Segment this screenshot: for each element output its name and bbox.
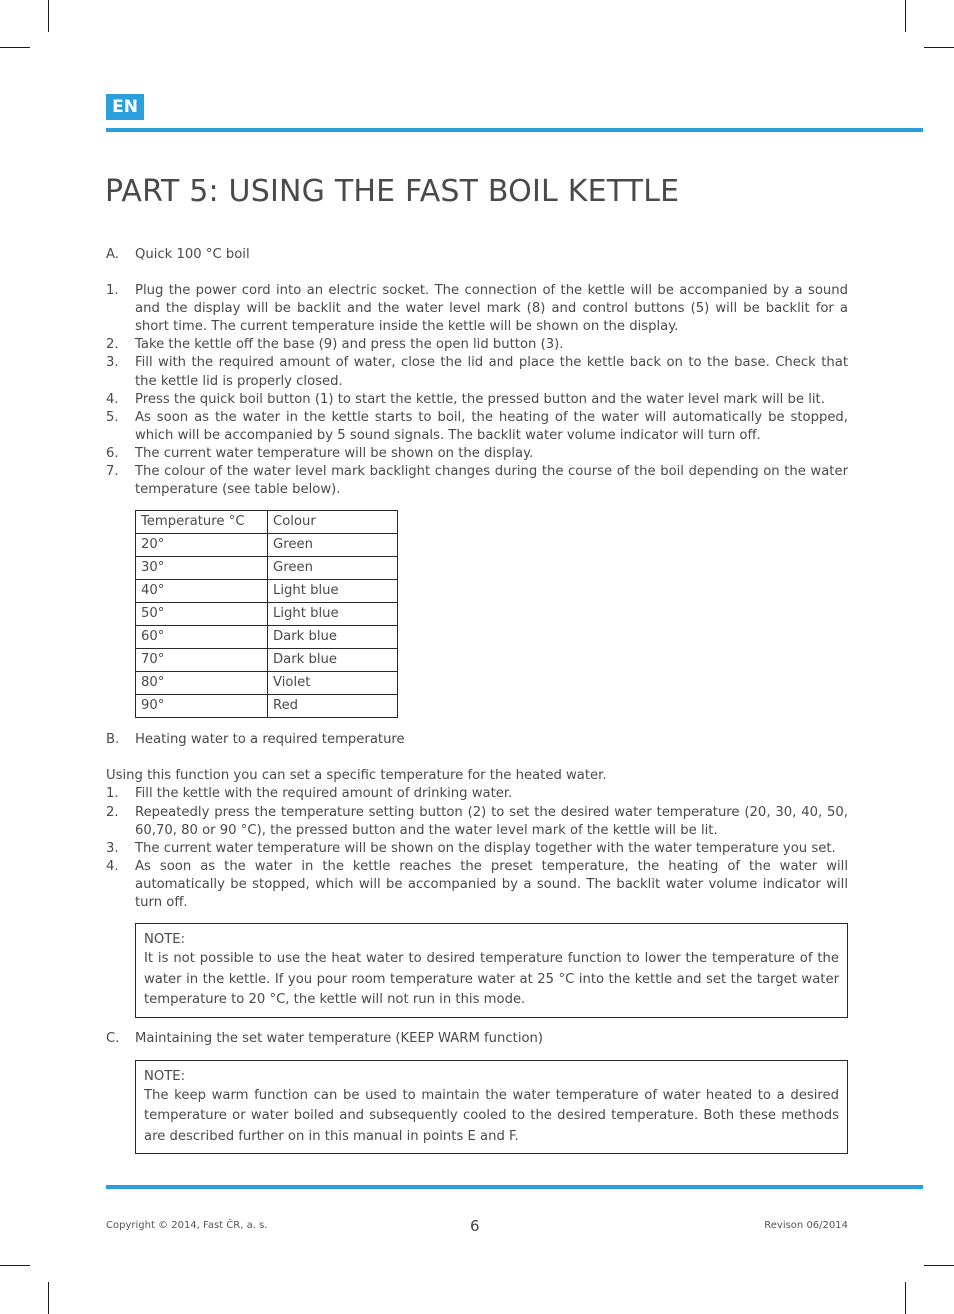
section-marker: A. — [106, 247, 119, 262]
table-cell: Green — [268, 557, 398, 580]
note-text: It is not possible to use the heat water to desired temperature function to lower the temperature of the water in the kettle. If you pour room temperature water at 25 °C into the kettle and set the target water temperature to 20 °C, the kettle will not run in this mode. — [144, 951, 839, 1008]
section-marker: B. — [106, 732, 120, 748]
list-item — [106, 391, 848, 409]
table-row — [136, 603, 398, 626]
list-item — [106, 463, 848, 499]
crop-mark — [0, 1265, 30, 1266]
table-row — [136, 534, 398, 557]
table-cell: 50° — [136, 603, 268, 626]
crop-mark — [924, 47, 954, 48]
table-cell: 20° — [136, 534, 268, 557]
list-item — [106, 282, 848, 336]
table-cell: Dark blue — [268, 649, 398, 672]
list-item — [106, 858, 848, 912]
section-c-heading — [106, 1030, 848, 1048]
table-header-cell: Temperature °C — [136, 511, 268, 534]
page-title: PART 5: USING THE FAST BOIL KETTLE — [105, 174, 680, 209]
section-heading: Heating water to a required temperature — [135, 732, 405, 748]
table-cell: 90° — [136, 695, 268, 718]
list-item — [106, 785, 848, 803]
revision-text: Revison 06/2014 — [764, 1220, 848, 1231]
table-row — [136, 626, 398, 649]
temperature-colour-table — [135, 510, 398, 718]
table-cell: 30° — [136, 557, 268, 580]
item-text: Repeatedly press the temperature setting button (2) to set the desired water temperature (20, 30, 40, 50, 60,70, 80 or 90 °C), the pressed button and the water level mark of the kettle will be lit. — [135, 804, 848, 838]
item-number: 1. — [106, 786, 119, 802]
note-label: NOTE: — [144, 1068, 186, 1084]
table-row — [136, 695, 398, 718]
item-number: 7. — [106, 464, 119, 480]
table-cell: Violet — [268, 672, 398, 695]
item-number: 4. — [106, 391, 119, 407]
list-item — [106, 840, 848, 858]
section-marker: C. — [106, 1030, 120, 1046]
note-label: NOTE: — [144, 932, 186, 948]
footer-rule — [106, 1185, 923, 1189]
list-item — [106, 445, 848, 463]
crop-mark — [924, 1265, 954, 1266]
item-text: The current water temperature will be shown on the display. — [135, 445, 534, 461]
crop-mark — [905, 0, 906, 32]
section-heading: Quick 100 °C boil — [135, 247, 250, 262]
language-badge: EN — [106, 94, 144, 120]
table-cell: Dark blue — [268, 626, 398, 649]
note-text: The keep warm function can be used to maintain the water temperature of water heated to a desired temperature or water boiled and subsequently cooled to the desired temperature. Both these methods are described further on in this manual in points E and F. — [144, 1087, 839, 1144]
note-box — [135, 1060, 848, 1155]
main-content — [106, 246, 848, 1154]
table-cell: 40° — [136, 580, 268, 603]
list-item — [106, 409, 848, 445]
table-cell: Light blue — [268, 580, 398, 603]
table-row — [136, 580, 398, 603]
item-text: Fill with the required amount of water, close the lid and place the kettle back on to the base. Check that the kettle lid is properly closed. — [135, 355, 848, 389]
list-item — [106, 354, 848, 390]
item-text: Press the quick boil button (1) to start the kettle, the pressed button and the water level mark will be lit. — [135, 391, 825, 407]
section-a-heading — [106, 246, 848, 264]
item-number: 5. — [106, 409, 119, 425]
crop-mark — [0, 47, 30, 48]
item-number: 2. — [106, 337, 119, 353]
item-number: 2. — [106, 804, 119, 820]
item-text: Fill the kettle with the required amount of drinking water. — [135, 786, 513, 802]
note-box — [135, 923, 848, 1018]
table-cell: Red — [268, 695, 398, 718]
section-a-list — [106, 282, 848, 499]
table-row — [136, 672, 398, 695]
copyright-text: Copyright © 2014, Fast ČR, a. s. — [106, 1220, 268, 1231]
item-text: As soon as the water in the kettle reaches the preset temperature, the heating of the water will automatically be stopped, which will be accompanied by a sound. The backlit water volume indicator will turn off. — [135, 858, 848, 910]
table-cell: Light blue — [268, 603, 398, 626]
item-number: 3. — [106, 355, 119, 371]
item-number: 4. — [106, 858, 119, 874]
header-rule — [106, 128, 923, 132]
list-item — [106, 804, 848, 840]
item-text: As soon as the water in the kettle starts to boil, the heating of the water will automatically be stopped, which will be accompanied by 5 sound signals. The backlit water volume indicator will turn off. — [135, 409, 848, 443]
section-b-list — [106, 785, 848, 912]
table-cell: 80° — [136, 672, 268, 695]
page-number: 6 — [470, 1217, 480, 1235]
table-cell: 60° — [136, 626, 268, 649]
item-text: The colour of the water level mark backlight changes during the course of the boil depending on the water temperature (see table below). — [135, 464, 848, 498]
item-number: 3. — [106, 840, 119, 856]
item-text: Plug the power cord into an electric socket. The connection of the kettle will be accompanied by a sound and the display will be backlit and the water level mark (8) and control buttons (5) will be backlit for a short time. The current temperature inside the kettle will be shown on the display. — [135, 283, 848, 335]
table-header-cell: Colour — [268, 511, 398, 534]
item-text: Take the kettle off the base (9) and press the open lid button (3). — [135, 337, 564, 353]
section-b-heading — [106, 731, 848, 749]
crop-mark — [905, 1282, 906, 1314]
crop-mark — [48, 0, 49, 32]
section-heading: Maintaining the set water temperature (KEEP WARM function) — [135, 1030, 544, 1046]
item-text: The current water temperature will be shown on the display together with the water temperature you set. — [135, 840, 836, 856]
table-row — [136, 649, 398, 672]
section-b-intro: Using this function you can set a specific temperature for the heated water. — [106, 768, 607, 784]
table-cell: 70° — [136, 649, 268, 672]
item-number: 6. — [106, 445, 119, 461]
crop-mark — [48, 1282, 49, 1314]
table-header-row — [136, 511, 398, 534]
list-item — [106, 336, 848, 354]
item-number: 1. — [106, 283, 119, 299]
table-cell: Green — [268, 534, 398, 557]
table-row — [136, 557, 398, 580]
